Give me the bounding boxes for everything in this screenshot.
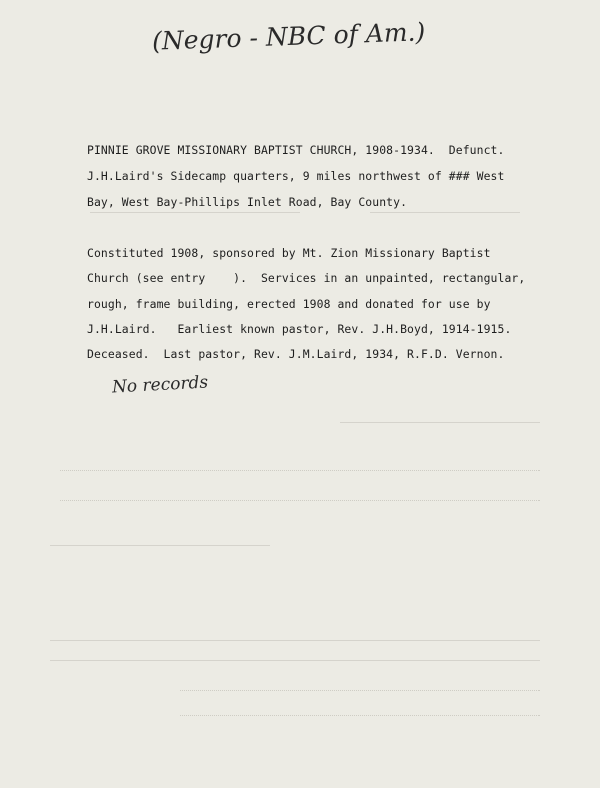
text-line: Bay, West Bay-Phillips Inlet Road, Bay County. bbox=[87, 195, 408, 209]
handwritten-annotation-top: (Negro - NBC of Am.) bbox=[151, 17, 426, 56]
text-line: J.H.Laird's Sidecamp quarters, 9 miles northwest of ### West bbox=[87, 169, 505, 183]
text-line: rough, frame building, erected 1908 and donated for use by bbox=[87, 297, 491, 311]
text-line: J.H.Laird. Earliest known pastor, Rev. J.H.Boyd, 1914-1915. bbox=[87, 322, 512, 336]
text-line: Constituted 1908, sponsored by Mt. Zion Missionary Baptist bbox=[87, 246, 491, 260]
text-line: Deceased. Last pastor, Rev. J.M.Laird, 1934, R.F.D. Vernon. bbox=[87, 347, 505, 361]
handwritten-annotation-bottom: No records bbox=[111, 372, 209, 398]
text-line: PINNIE GROVE MISSIONARY BAPTIST CHURCH, 1908-1934. Defunct. bbox=[87, 143, 505, 157]
text-line: Church (see entry ). Services in an unpainted, rectangular, bbox=[87, 271, 526, 285]
